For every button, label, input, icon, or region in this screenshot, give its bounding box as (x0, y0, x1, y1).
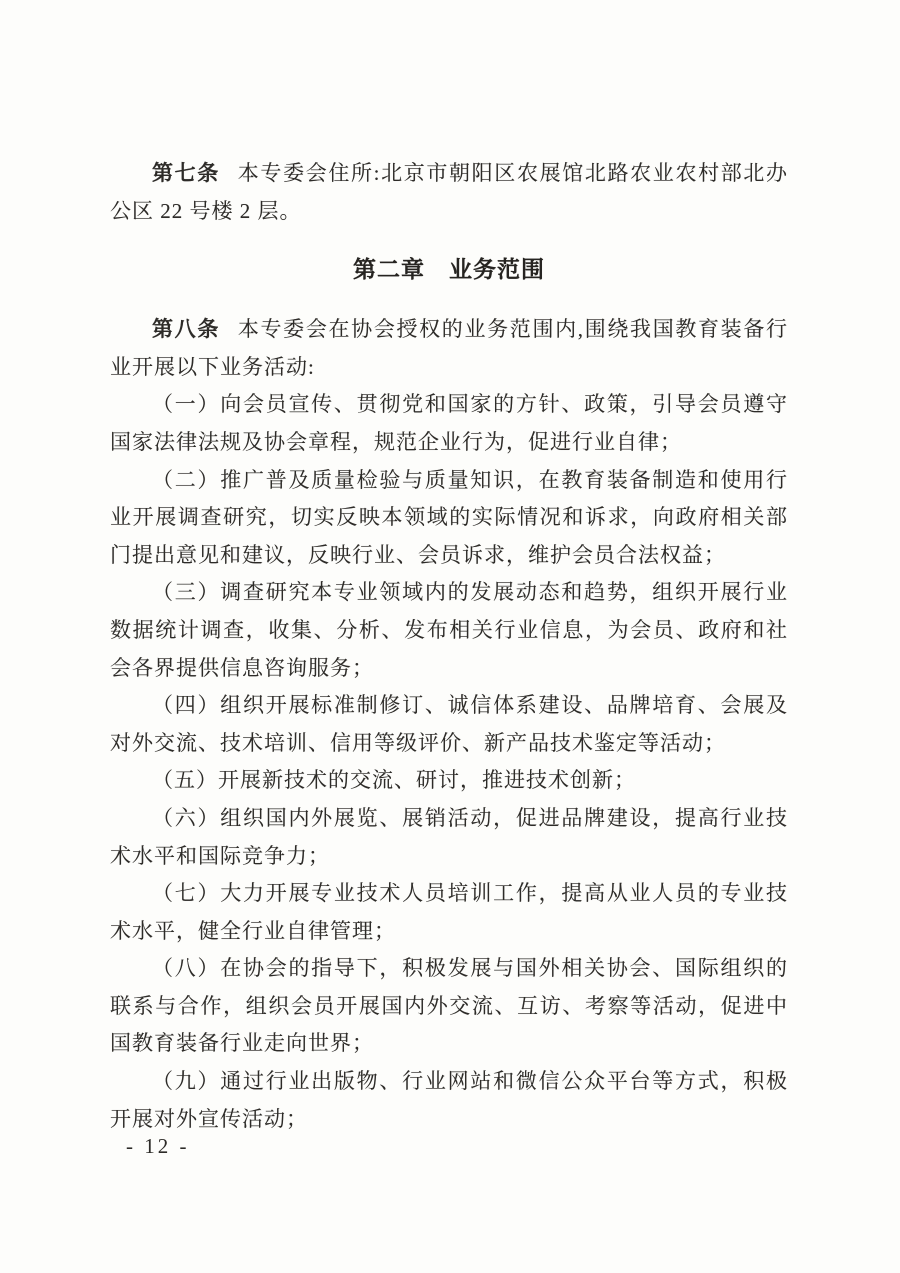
article-8-item-4: （四）组织开展标准制修订、诚信体系建设、品牌培育、会展及对外交流、技术培训、信用等级评价、新产品技术鉴定等活动； (110, 693, 788, 755)
article-8-paragraph (110, 311, 788, 386)
article-8-item-5: （五）开展新技术的交流、研讨，推进技术创新； (152, 768, 636, 793)
article-8-item-2: （二）推广普及质量检验与质量知识，在教育装备制造和使用行业开展调查研究，切实反映本领域的实际情况和诉求，向政府相关部门提出意见和建议，反映行业、会员诉求，维护会员合法权益； (110, 467, 788, 567)
article-8-item-6: （六）组织国内外展览、展销活动，促进品牌建设，提高行业技术水平和国际竞争力； (110, 805, 788, 868)
article-7-label: 第七条 (152, 162, 220, 185)
article-8-item-3: （三）调查研究本专业领域内的发展动态和趋势，组织开展行业数据统计调查，收集、分析、发布相关行业信息，为会员、政府和社会各界提供信息咨询服务； (110, 580, 788, 680)
article-8-item-7: （七）大力开展专业技术人员培训工作，提高从业人员的专业技术水平，健全行业自律管理； (110, 881, 788, 943)
chapter-2-heading: 第二章 业务范围 (353, 256, 545, 283)
article-8-item-1: （一）向会员宣传、贯彻党和国家的方针、政策，引导会员遵守国家法律法规及协会章程，规范企业行为，促进行业自律； (110, 392, 788, 454)
article-7-paragraph (110, 155, 788, 230)
article-8-label: 第八条 (152, 318, 220, 342)
article-7-text: 本专委会住所:北京市朝阳区农展馆北路农业农村部北办公区 22 号楼 2 层。 (110, 161, 789, 223)
article-8-text: 本专委会在协会授权的业务范围内,围绕我国教育装备行业开展以下业务活动: (110, 317, 789, 379)
page-number: - 12 - (126, 1134, 190, 1158)
article-8-item-9: （九）通过行业出版物、行业网站和微信公众平台等方式，积极开展对外宣传活动； (110, 1069, 788, 1131)
article-8-item-8: （八）在协会的指导下，积极发展与国外相关协会、国际组织的联系与合作，组织会员开展国内外交流、互访、考察等活动，促进中国教育装备行业走向世界； (110, 956, 788, 1056)
